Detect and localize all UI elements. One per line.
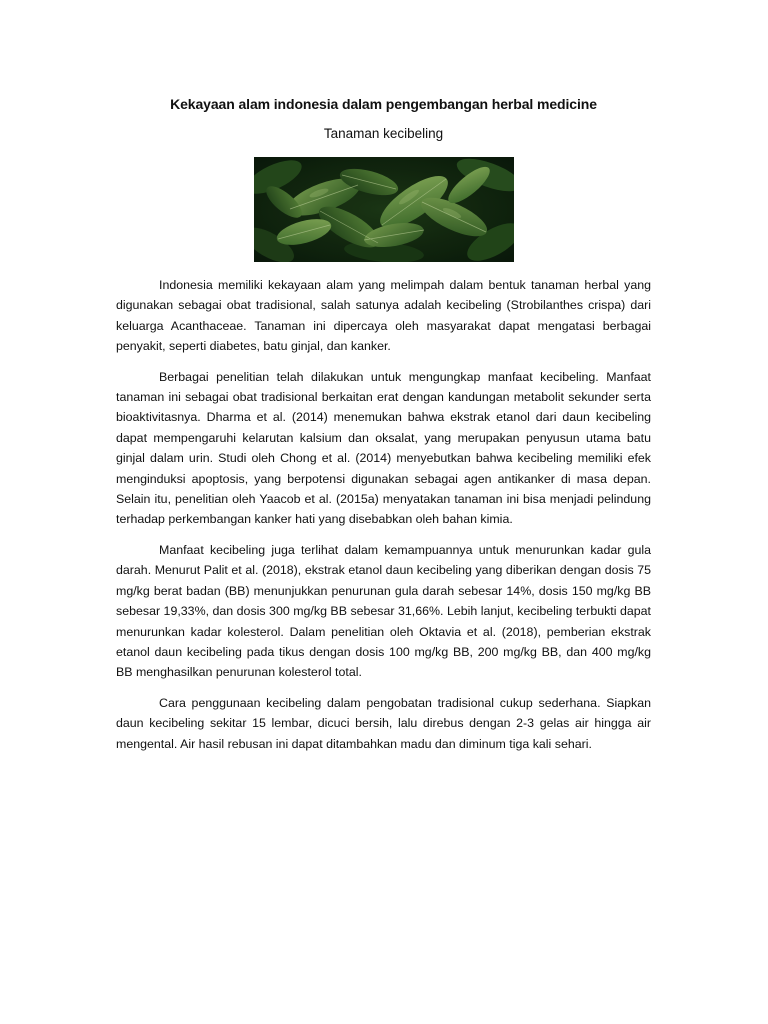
- kecibeling-leaves-image: [254, 157, 514, 262]
- paragraph-usage: Cara penggunaan kecibeling dalam pengobatan tradisional cukup sederhana. Siapkan daun kecibeling sekitar 15 lembar, dicuci bersih, lalu direbus dengan 2-3 gelas air hingga air mengental. Air hasil rebusan ini dapat ditambahkan madu dan diminum tiga kali sehari.: [116, 695, 651, 751]
- kecibeling-photo: [254, 157, 514, 262]
- paragraph-blood-sugar: Manfaat kecibeling juga terlihat dalam kemampuannya untuk menurunkan kadar gula darah. Menurut Palit et al. (2018), ekstrak etanol daun kecibeling yang diberikan dengan dosis 75 mg/kg berat badan (BB) menunjukkan penurunan gula darah sebesar 14%, dosis 150 mg/kg BB sebesar 19,33%, dan dosis 300 mg/kg BB sebesar 31,66%. Lebih lanjut, kecibeling terbukti dapat menurunkan kadar kolesterol. Dalam penelitian oleh Oktavia et al. (2018), pemberian ekstrak etanol daun kecibeling pada tikus dengan dosis 100 mg/kg BB, 200 mg/kg BB, dan 400 mg/kg BB menghasilkan penurunan kolesterol total.: [116, 542, 651, 680]
- document-title: Kekayaan alam indonesia dalam pengembangan herbal medicine: [170, 96, 597, 112]
- paragraph-research: Berbagai penelitian telah dilakukan untuk mengungkap manfaat kecibeling. Manfaat tanaman ini sebagai obat tradisional berkaitan erat dengan kandungan metabolit sekunder serta bioaktivitasnya. Dharma et al. (2014) menemukan bahwa ekstrak etanol dari daun kecibeling dapat mempengaruhi kelarutan kalsium dan oksalat, yang merupakan penyusun utama batu ginjal dalam urin. Studi oleh Chong et al. (2014) menyebutkan bahwa kecibeling memiliki efek menginduksi apoptosis, yang berpotensi digunakan sebagai agen antikanker di masa depan. Selain itu, penelitian oleh Yaacob et al. (2015a) menyatakan tanaman ini bisa menjadi pelindung terhadap perkembangan kanker hati yang disebabkan oleh bahan kimia.: [116, 369, 651, 527]
- document-content: [116, 94, 651, 764]
- document-subtitle: Tanaman kecibeling: [323, 126, 444, 141]
- document-body: [116, 275, 651, 754]
- paragraph-intro: Indonesia memiliki kekayaan alam yang melimpah dalam bentuk tanaman herbal yang digunakan sebagai obat tradisional, salah satunya adalah kecibeling (Strobilanthes crispa) dari keluarga Acanthaceae. Tanaman ini dipercaya oleh masyarakat dapat mengatasi berbagai penyakit, seperti diabetes, batu ginjal, dan kanker.: [116, 278, 651, 354]
